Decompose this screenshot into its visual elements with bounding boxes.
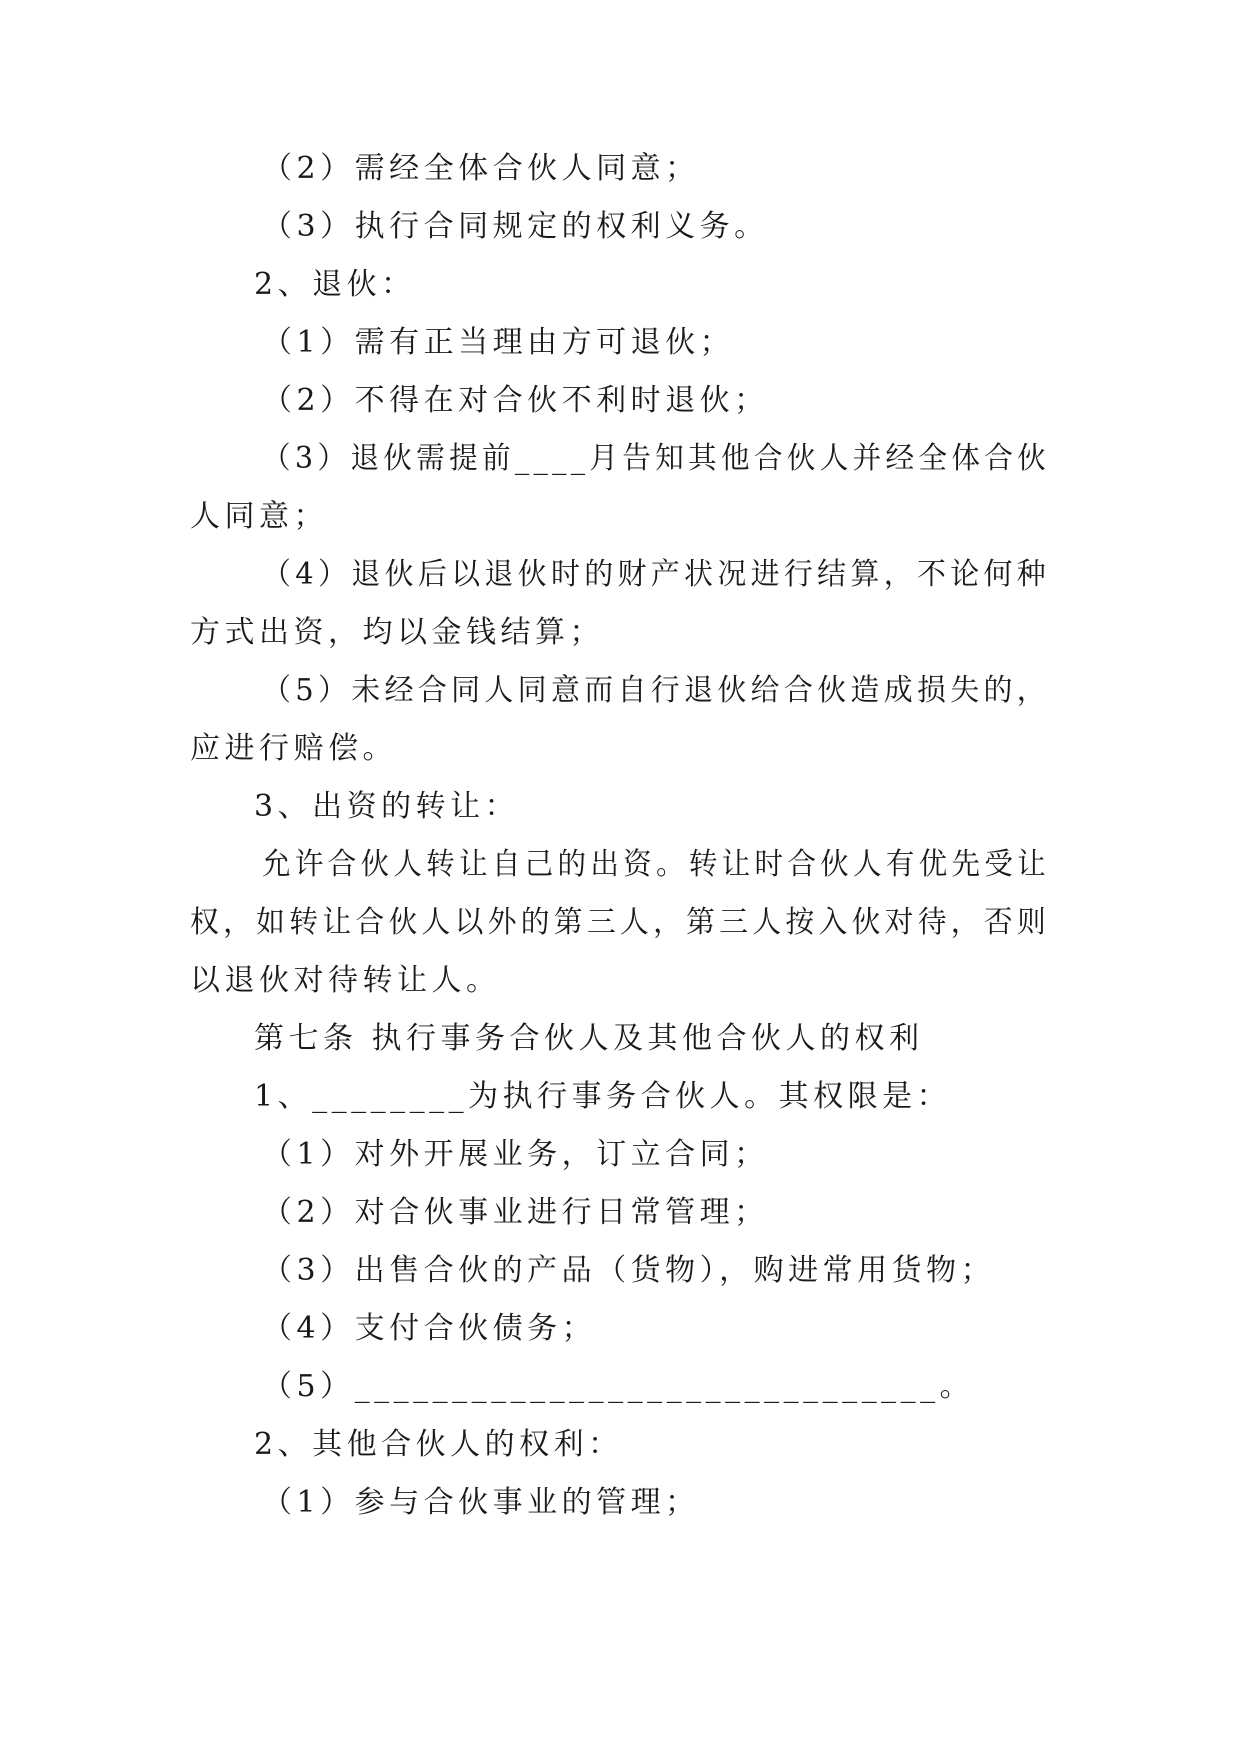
text-line: 以退伙对待转让人。	[190, 963, 501, 998]
text-line: 2、退伙：	[254, 267, 416, 302]
text-line: 应进行赔偿。	[190, 731, 397, 766]
text-line: （1）需有正当理由方可退伙；	[262, 325, 735, 360]
text-line: 允许合伙人转让自己的出资。转让时合伙人有优先受让	[262, 847, 1051, 882]
text-line: （5）未经合同人同意而自行退伙给合伙造成损失的，	[262, 673, 1051, 708]
text-line: 3、出资的转让：	[254, 789, 520, 824]
text-line: 2、其他合伙人的权利：	[254, 1427, 623, 1462]
text-line: （1）对外开展业务，订立合同；	[262, 1137, 769, 1172]
text-line: 1、________为执行事务合伙人。其权限是：	[254, 1079, 952, 1114]
text-line: （2）需经全体合伙人同意；	[262, 151, 700, 186]
text-line: （2）不得在对合伙不利时退伙；	[262, 383, 769, 418]
text-line: （3）执行合同规定的权利义务。	[262, 209, 769, 244]
text-line: （5）______________________________。	[262, 1369, 975, 1404]
text-line: 方式出资，均以金钱结算；	[190, 615, 604, 650]
text-line: 权，如转让合伙人以外的第三人，第三人按入伙对待，否则	[190, 905, 1051, 940]
text-line: （3）退伙需提前____月告知其他合伙人并经全体合伙	[262, 441, 1051, 476]
text-line: （2）对合伙事业进行日常管理；	[262, 1195, 769, 1230]
text-line: （4）退伙后以退伙时的财产状况进行结算，不论何种	[262, 557, 1051, 592]
article-heading: 第七条 执行事务合伙人及其他合伙人的权利	[254, 1021, 924, 1056]
text-line: 人同意；	[190, 499, 328, 534]
text-line: （1）参与合伙事业的管理；	[262, 1485, 700, 1520]
text-line: （3）出售合伙的产品（货物），购进常用货物；	[262, 1253, 996, 1288]
text-line: （4）支付合伙债务；	[262, 1311, 597, 1346]
